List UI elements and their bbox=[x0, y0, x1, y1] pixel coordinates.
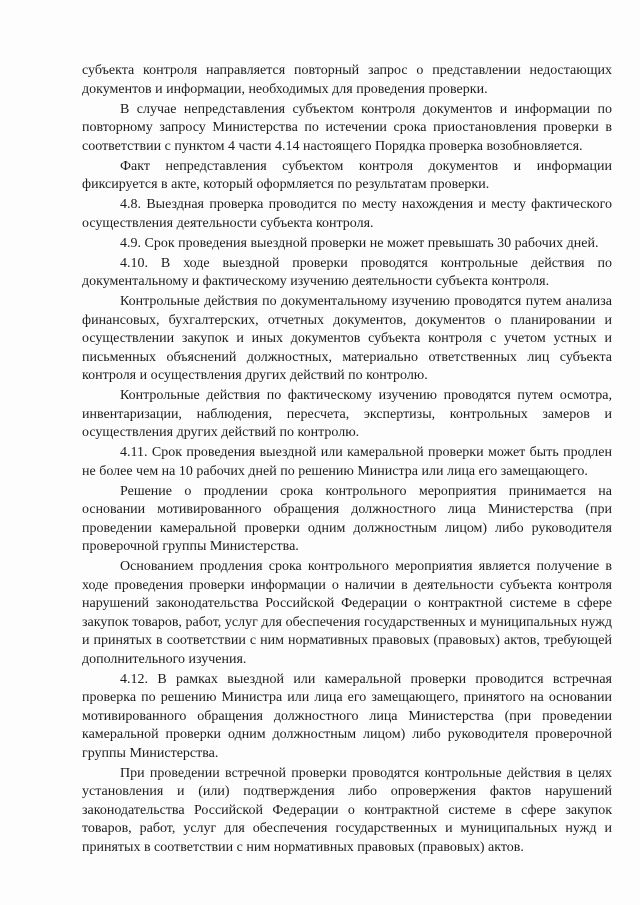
paragraph-documentary-study: Контрольные действия по документальному изучению проводятся путем анализа финансовых, бухгалтерских, отчетных документов, документов о планировании и осуществлении закупок и иных документов субъекта контроля с учетом устных и письменных объяснений должностных, материально ответственных лиц субъекта контроля и осуществления других действий по контролю. bbox=[82, 294, 612, 383]
paragraph-4-12: 4.12. В рамках выездной или камеральной проверки проводится встречная проверка по решению Министра или лица его замещающего, принятого на основании мотивированного обращения должностного лица Министерства (при проведении камеральной проверки одним должностным лицом) либо руководителя проверочной группы Министерства. bbox=[82, 671, 612, 761]
paragraph-factual-study: Контрольные действия по фактическому изучению проводятся путем осмотра, инвентаризации, наблюдения, пересчета, экспертизы, контрольных замеров и осуществления других действий по контролю. bbox=[82, 388, 612, 440]
paragraph-4-9: 4.9. Срок проведения выездной проверки не может превышать 30 рабочих дней. bbox=[120, 235, 599, 251]
paragraph-counter-check: При проведении встречной проверки проводятся контрольные действия в целях установления и (или) подтверждения либо опровержения фактов нарушений законодательства Российской Федерации о контрактной системе в сфере закупок товаров, работ, услуг для обеспечения государственных и муниципальных нужд и принятых в соответствии с ним нормативных правовых (правовых) актов. bbox=[82, 765, 612, 855]
paragraph-extension-grounds: Основанием продления срока контрольного мероприятия является получение в ходе проведения проверки информации о наличии в деятельности субъекта контроля нарушений законодательства Российской Федерации о контрактной системе в сфере закупок товаров, работ, услуг для обеспечения государственных и муниципальных нужд и принятых в соответствии с ним нормативных правовых (правовых) актов, требующей дополнительного изучения. bbox=[82, 559, 612, 667]
paragraph-3: Факт непредставления субъектом контроля документов и информации фиксируется в акте, который оформляется по результатам проверки. bbox=[82, 158, 612, 192]
paragraph-4-8: 4.8. Выездная проверка проводится по месту нахождения и месту фактического осуществления деятельности субъекта контроля. bbox=[82, 197, 612, 231]
paragraph-1: субъекта контроля направляется повторный запрос о представлении недостающих документов и информации, необходимых для проведения проверки. bbox=[82, 63, 612, 97]
paragraph-4-11: 4.11. Срок проведения выездной или камеральной проверки может быть продлен не более чем на 10 рабочих дней по решению Министра или лица его замещающего. bbox=[82, 445, 612, 479]
paragraph-2: В случае непредставления субъектом контроля документов и информации по повторному запросу Министерства по истечении срока приостановления проверки в соответствии с пунктом 4 части 4.14 настоящего Порядка проверка возобновляется. bbox=[82, 101, 612, 154]
paragraph-extension-decision: Решение о продлении срока контрольного мероприятия принимается на основании мотивированного обращения должностного лица Министерства (при проведении камеральной проверки одним должностным лицом) либо руководителя проверочной группы Министерства. bbox=[82, 483, 612, 554]
paragraph-4-10: 4.10. В ходе выездной проверки проводятся контрольные действия по документальному и фактическому изучению деятельности субъекта контроля. bbox=[82, 255, 612, 289]
